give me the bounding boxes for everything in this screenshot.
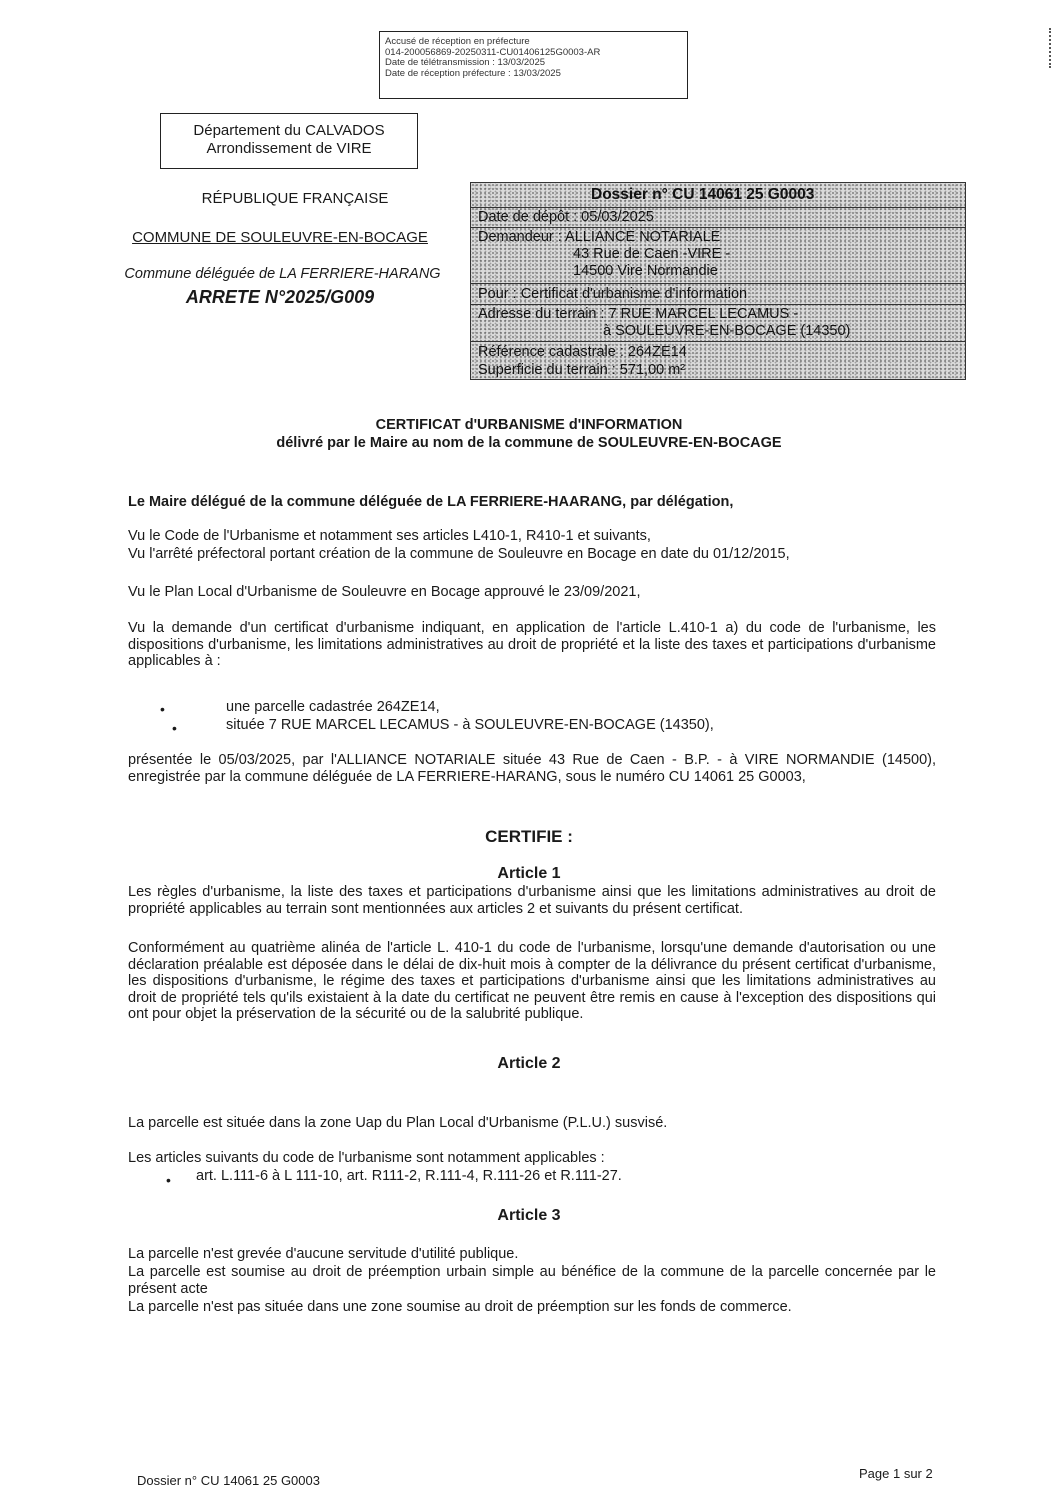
article-1-paragraph-1: Les règles d'urbanisme, la liste des taxes et participations d'urbanisme ainsi que les limitations administratives au droit de propriété applicables au terrain sont mentionnées aux articles 2 et suivants du présent certificat. <box>128 884 936 917</box>
commune-heading: COMMUNE DE SOULEUVRE-EN-BOCAGE <box>132 229 428 246</box>
article-2-articles-intro: Les articles suivants du code de l'urbanisme sont notamment applicables : <box>128 1150 605 1166</box>
bullet-parcelle: une parcelle cadastrée 264ZE14, <box>226 699 440 715</box>
department-box <box>160 113 418 169</box>
stamp-line: Date de réception préfecture : 13/03/2025 <box>385 67 561 79</box>
arrete-number: ARRETE N°2025/G009 <box>185 287 375 307</box>
footer-dossier-number: Dossier n° CU 14061 25 G0003 <box>137 1473 320 1488</box>
article-1-heading: Article 1 <box>497 865 561 882</box>
article-2-articles-list: art. L.111-6 à L 111-10, art. R111-2, R.111-4, R.111-26 et R.111-27. <box>196 1168 622 1184</box>
dossier-box <box>470 182 966 380</box>
stamp-line: Date de télétransmission : 13/03/2025 <box>385 57 546 68</box>
article-1-paragraph-2: Conformément au quatrième alinéa de l'article L. 410-1 du code de l'urbanisme, lorsqu'une demande d'autorisation ou une déclaration préalable est déposée dans le délai de dix-huit mois à compter de la délivrance du présent certificat d'urbanisme, les dispositions d'urbanisme, le régime des taxes et participations d'urbanisme ainsi que les limitations administratives au droit de propriété tels qu'ils existaient à la date du certificat ne peuvent être remis en cause à l'exception des dispositions qui ont pour objet la préservation de la sécurité ou de la salubrité publique. <box>128 940 936 1022</box>
vu-plu: Vu le Plan Local d'Urbanisme de Souleuvre en Bocage approuvé le 23/09/2021, <box>128 584 641 600</box>
republique-heading: RÉPUBLIQUE FRANÇAISE <box>201 190 389 207</box>
bullet-icon: • <box>160 701 165 717</box>
vu-demande: Vu la demande d'un certificat d'urbanisme indiquant, en application de l'article L.410-1 a) du code de l'urbanisme, les dispositions d'urbanisme, les limitations administratives au droit de propriété et la liste des taxes et participations d'urbanisme applicables à : <box>128 620 936 669</box>
presentee: présentée le 05/03/2025, par l'ALLIANCE NOTARIALE située 43 Rue de Caen - B.P. - à VIRE NORMANDIE (14500), enregistrée par la commune déléguée de LA FERRIERE-HARANG, sous le numéro CU 14061 25 G0003, <box>128 752 936 785</box>
demandeur-address: 43 Rue de Caen -VIRE - <box>573 246 731 262</box>
certifie-heading: CERTIFIE : <box>485 827 573 846</box>
certificate-title: CERTIFICAT d'URBANISME d'INFORMATION <box>375 417 683 433</box>
arrondissement-name: Arrondissement de VIRE <box>206 140 372 157</box>
bullet-icon: • <box>172 720 177 736</box>
date-depot: Date de dépôt : 05/03/2025 <box>478 209 654 225</box>
article-3-preemption-urbain: La parcelle est soumise au droit de préemption urbain simple au bénéfice de la commune de la parcelle concernée par le présent acte <box>128 1264 936 1297</box>
demandeur-city: 14500 Vire Normandie <box>573 263 718 279</box>
demandeur: Demandeur : ALLIANCE NOTARIALE <box>478 229 721 245</box>
article-3-heading: Article 3 <box>497 1207 561 1224</box>
article-3-servitude: La parcelle n'est grevée d'aucune servitude d'utilité publique. <box>128 1246 519 1262</box>
stamp-line: Accusé de réception en préfecture <box>385 36 530 47</box>
bullet-adresse: située 7 RUE MARCEL LECAMUS - à SOULEUVRE-EN-BOCAGE (14350), <box>226 717 714 733</box>
scan-edge-mark <box>1049 28 1054 68</box>
adresse-terrain: Adresse du terrain : 7 RUE MARCEL LECAMUS - <box>478 306 799 322</box>
bullet-icon: • <box>166 1172 171 1188</box>
article-2-zone: La parcelle est située dans la zone Uap du Plan Local d'Urbanisme (P.L.U.) susvisé. <box>128 1115 668 1131</box>
reference-cadastrale: Référence cadastrale : 264ZE14 <box>478 344 687 360</box>
article-3-fonds-commerce: La parcelle n'est pas située dans une zone soumise au droit de préemption sur les fonds de commerce. <box>128 1299 792 1315</box>
adresse-terrain-commune: à SOULEUVRE-EN-BOCAGE (14350) <box>603 323 851 339</box>
vu-code-urbanisme: Vu le Code de l'Urbanisme et notamment ses articles L410-1, R410-1 et suivants, <box>128 528 651 544</box>
dossier-title: Dossier n° CU 14061 25 G0003 <box>591 186 815 203</box>
department-name: Département du CALVADOS <box>193 122 385 139</box>
pour: Pour : Certificat d'urbanisme d'information <box>478 286 748 302</box>
article-2-heading: Article 2 <box>497 1055 561 1072</box>
vu-arrete-prefectoral: Vu l'arrêté préfectoral portant création de la commune de Souleuvre en Bocage en date du 01/12/2015, <box>128 546 790 562</box>
commune-deleguee: Commune déléguée de LA FERRIERE-HARANG <box>124 266 441 282</box>
certificate-subtitle: délivré par le Maire au nom de la commune de SOULEUVRE-EN-BOCAGE <box>276 435 782 451</box>
maire-delegue: Le Maire délégué de la commune déléguée de LA FERRIERE-HAARANG, par délégation, <box>128 494 734 510</box>
superficie-terrain: Superficie du terrain : 571,00 m² <box>478 362 686 378</box>
reception-stamp <box>379 31 688 99</box>
page-number: Page 1 sur 2 <box>859 1466 933 1481</box>
stamp-line: 014-200056869-20250311-CU01406125G0003-AR <box>385 46 601 58</box>
